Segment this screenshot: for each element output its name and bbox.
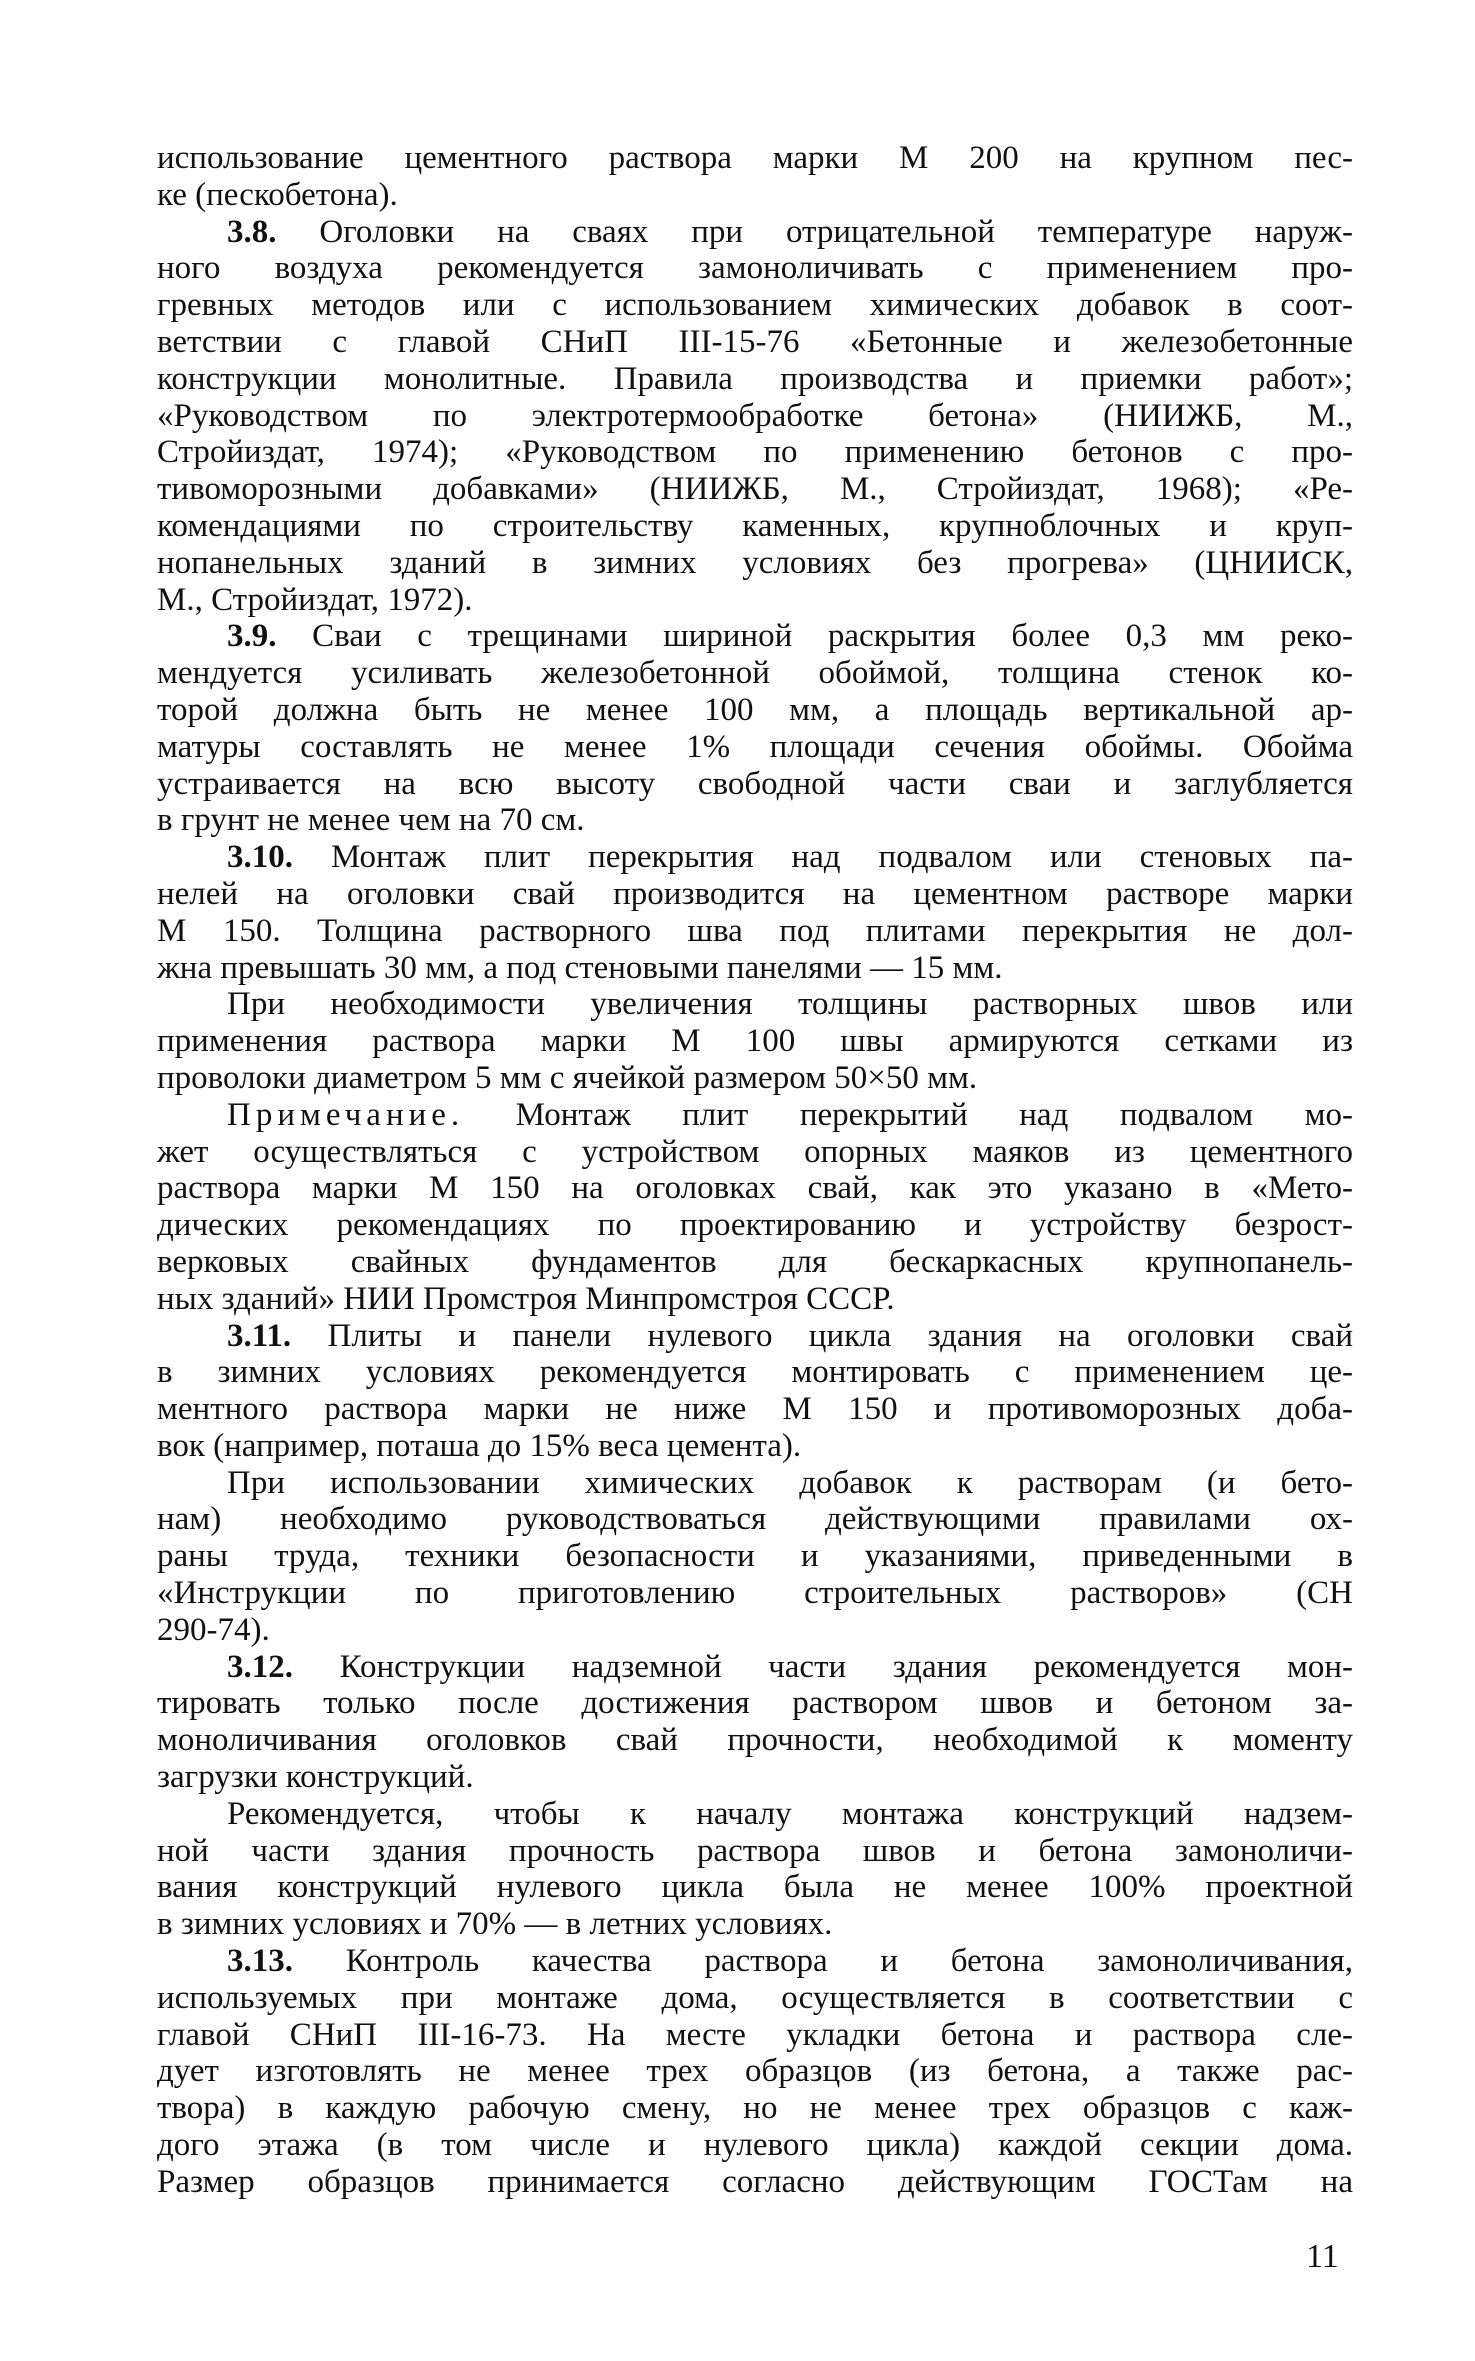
text-line [157,1980,1353,2017]
text-line [157,618,1353,655]
text-line [157,1575,1353,1612]
text-line [157,1906,1353,1943]
text-line [157,986,1353,1023]
line-text: ветствии с главой СНиП III-15-76 «Бетонные и железобетонные [157,323,1353,360]
line-text: жна превышать 30 мм, а под стеновыми панелями — 15 мм. [157,949,1003,986]
paragraph [157,1796,1353,1943]
text-line [157,1649,1353,1686]
text-line [157,1869,1353,1906]
page-number: 11 [1306,2238,1339,2275]
text-line [157,1318,1353,1355]
line-text: нопанельных зданий в зимних условиях без прогрева» (ЦНИИСК, [157,544,1353,581]
line-text: моноличивания оголовков свай прочности, необходимой к моменту [157,1722,1353,1759]
line-text: нелей на оголовки свай производится на цементном растворе марки [157,875,1353,912]
text-line [157,1465,1353,1502]
line-text: Монтаж плит перекрытия над подвалом или стеновых па- [293,839,1353,876]
text-line [157,1759,1353,1796]
text-line [157,766,1353,803]
line-text: ного воздуха рекомендуется замоноличивать с применением про- [157,250,1353,287]
text-line [157,324,1353,361]
text-line [157,140,1353,177]
text-line [157,729,1353,766]
line-text: используемых при монтаже дома, осуществляется в соответствии с [157,1979,1353,2016]
text-line [157,876,1353,913]
section-paragraph [157,618,1353,839]
line-text: использование цементного раствора марки М 200 на крупном пес- [157,140,1353,176]
line-text: в зимних условиях рекомендуется монтировать с применением це- [157,1354,1353,1391]
text-line [157,655,1353,692]
line-text: комендациями по строительству каменных, крупноблочных и круп- [157,507,1353,544]
line-text: дических рекомендациях по проектированию и устройству безрост- [157,1207,1353,1244]
text-line [157,1796,1353,1833]
section-number: 3.12. [227,1648,293,1685]
line-text: «Инструкции по приготовлению строительных растворов» (СН [157,1575,1353,1612]
text-line [157,177,1353,214]
line-text: загрузки конструкций. [157,1759,474,1796]
text-line [157,2164,1353,2201]
line-text: Стройиздат, 1974); «Руководством по применению бетонов с про- [157,434,1353,471]
paragraph [157,140,1353,214]
text-line [157,1833,1353,1870]
line-text: Монтаж плит перекрытий над подвалом мо- [464,1096,1353,1133]
text-line [157,471,1353,508]
line-text: раствора марки М 150 на оголовках свай, как это указано в «Мето- [157,1170,1353,1207]
line-text: 290-74). [157,1611,270,1648]
line-text: конструкции монолитные. Правила производства и приемки работ»; [157,360,1353,397]
line-text: в зимних условиях и 70% — в летних условиях. [157,1906,833,1943]
text-line [157,1943,1353,1980]
line-text: Рекомендуется, чтобы к началу монтажа конструкций надзем- [227,1795,1353,1832]
text-line [157,545,1353,582]
line-text: Контроль качества раствора и бетона замоноличивания, [293,1943,1353,1980]
text-line [157,1023,1353,1060]
text-line [157,950,1353,987]
text-line [157,398,1353,435]
line-text: М., Стройиздат, 1972). [157,581,473,618]
line-text: жет осуществляться с устройством опорных маяков из цементного [157,1133,1353,1170]
text-line [157,1501,1353,1538]
text-line [157,913,1353,950]
text-line [157,1097,1353,1134]
line-text: мендуется усиливать железобетонной обоймой, толщина стенок ко- [157,655,1353,692]
line-text: ментного раствора марки не ниже М 150 и противоморозных доба- [157,1391,1353,1428]
line-text: При необходимости увеличения толщины растворных швов или [227,986,1353,1023]
text-line [157,1722,1353,1759]
section-paragraph [157,839,1353,986]
text-line [157,1281,1353,1318]
paragraph [157,1097,1353,1318]
text-line [157,250,1353,287]
text-line [157,1428,1353,1465]
line-text: матуры составлять не менее 1% площади сечения обоймы. Обойма [157,728,1353,765]
section-number: 3.10. [227,839,293,876]
text-line [157,2127,1353,2164]
line-text: «Руководством по электротермообработке бетона» (НИИЖБ, М., [157,397,1353,434]
line-text: ных зданий» НИИ Промстроя Минпромстроя СССР. [157,1280,895,1317]
line-text: При использовании химических добавок к растворам (и бето- [227,1464,1353,1501]
section-paragraph [157,1943,1353,2201]
text-line [157,2017,1353,2054]
section-paragraph [157,214,1353,619]
line-text: Размер образцов принимается согласно действующим ГОСТам на [157,2163,1353,2200]
text-line [157,214,1353,251]
line-text: гревных методов или с использованием химических добавок в соот- [157,287,1353,324]
text-line [157,692,1353,729]
paragraph [157,1465,1353,1649]
text-line [157,1170,1353,1207]
text-line [157,2090,1353,2127]
section-paragraph [157,1649,1353,1796]
line-text: устраивается на всю высоту свободной части сваи и заглубляется [157,765,1353,802]
text-line [157,1134,1353,1171]
text-line [157,582,1353,619]
text-line [157,1354,1353,1391]
line-text: Сваи с трещинами шириной раскрытия более 0,3 мм реко- [276,618,1353,655]
line-text: тивоморозными добавками» (НИИЖБ, М., Стройиздат, 1968); «Ре- [157,471,1353,508]
line-text: тировать только после достижения раствором швов и бетоном за- [157,1685,1353,1722]
line-text: М 150. Толщина растворного шва под плитами перекрытия не дол- [157,912,1353,949]
text-line [157,1538,1353,1575]
text-line [157,1612,1353,1649]
text-line [157,1207,1353,1244]
line-text: Плиты и панели нулевого цикла здания на оголовки свай [291,1317,1353,1354]
text-line [157,1060,1353,1097]
text-line [157,839,1353,876]
line-text: главой СНиП III-16-73. На месте укладки бетона и раствора сле- [157,2016,1353,2053]
line-text: торой должна быть не менее 100 мм, а площадь вертикальной ар- [157,691,1353,728]
line-text: дует изготовлять не менее трех образцов (из бетона, а также рас- [157,2053,1353,2090]
line-text: ной части здания прочность раствора швов и бетона замоноличи- [157,1832,1353,1869]
text-line [157,1685,1353,1722]
section-paragraph [157,1318,1353,1465]
text-line [157,1391,1353,1428]
line-text: верковых свайных фундаментов для бескаркасных крупнопанель- [157,1243,1353,1280]
text-line [157,361,1353,398]
line-text: проволоки диаметром 5 мм с ячейкой размером 50×50 мм. [157,1059,978,1096]
line-text: нам) необходимо руководствоваться действующими правилами ох- [157,1501,1353,1538]
line-text: дого этажа (в том числе и нулевого цикла) каждой секции дома. [157,2127,1353,2164]
line-text: вок (например, поташа до 15% веса цемента). [157,1427,802,1464]
text-line [157,2053,1353,2090]
note-label: Примечание. [227,1096,465,1133]
line-text: ке (пескобетона). [157,176,398,213]
line-text: твора) в каждую рабочую смену, но не менее трех образцов с каж- [157,2090,1353,2127]
line-text: раны труда, техники безопасности и указаниями, приведенными в [157,1538,1353,1575]
line-text: вания конструкций нулевого цикла была не менее 100% проектной [157,1869,1353,1906]
section-number: 3.11. [227,1317,292,1354]
text-line [157,1244,1353,1281]
line-text: применения раствора марки М 100 швы армируются сетками из [157,1023,1353,1060]
section-number: 3.13. [227,1943,293,1980]
text-line [157,287,1353,324]
section-number: 3.9. [227,618,277,655]
text-line [157,802,1353,839]
line-text: Конструкции надземной части здания рекомендуется мон- [293,1648,1353,1685]
line-text: Оголовки на сваях при отрицательной температуре наруж- [276,213,1353,250]
section-number: 3.8. [227,213,277,250]
text-line [157,508,1353,545]
document-body [157,140,1353,2201]
line-text: в грунт не менее чем на 70 см. [157,802,585,839]
paragraph [157,986,1353,1096]
text-line [157,434,1353,471]
